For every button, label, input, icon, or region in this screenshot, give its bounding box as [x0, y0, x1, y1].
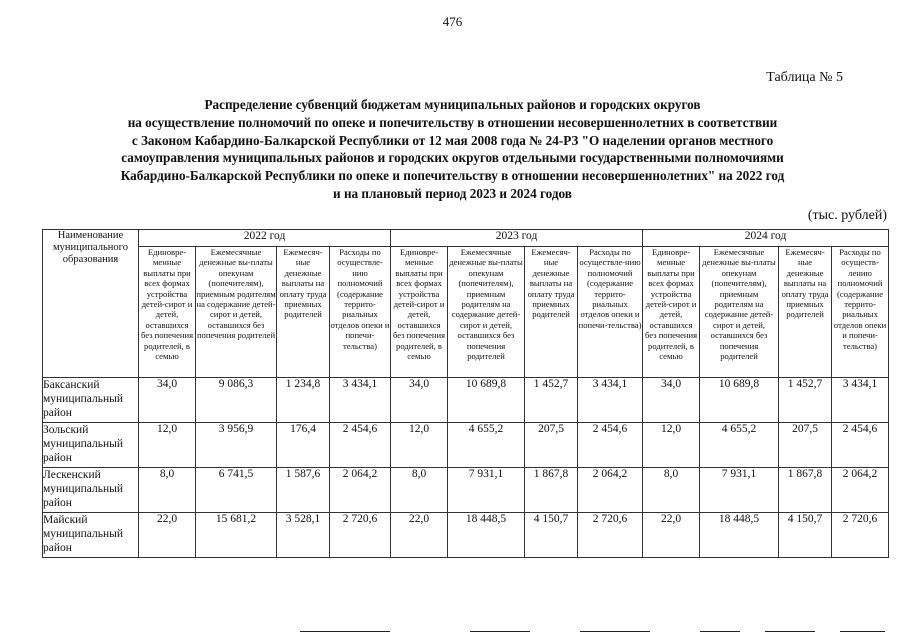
units-label: (тыс. рублей) — [807, 208, 887, 223]
footer-rule — [840, 631, 885, 632]
column-header-admin-costs-2022: Расходы по осуществле-нию полномочий (содержание террито-риальных отделов опеки и попечи-тельства) — [330, 247, 391, 378]
year-header-2022: 2022 год — [139, 230, 391, 247]
sub-header-row — [43, 247, 889, 378]
table-cell: 2 720,6 — [330, 513, 391, 558]
column-header-guardian-payments-2024: Ежемесячные денежные вы-платы опекунам (попечителям), приемным родителям на содержание детей-сирот и детей, оставшихся без попечения родителей — [700, 247, 779, 378]
year-header-2023: 2023 год — [391, 230, 643, 247]
column-header-lump-sum-2024: Единовре-менные выплаты при всех формах устройства детей-сирот и детей, оставшихся без попечения родителей, в семью — [643, 247, 700, 378]
year-header-2024: 2024 год — [643, 230, 889, 247]
column-header-lump-sum-2023: Единовре-менные выплаты при всех формах устройства детей-сирот и детей, оставшихся без попечения родителей, в семью — [391, 247, 448, 378]
table-cell: 4 150,7 — [525, 513, 578, 558]
table-row — [43, 468, 889, 513]
table-cell: 34,0 — [139, 378, 196, 423]
table-cell: 207,5 — [525, 423, 578, 468]
table-row — [43, 378, 889, 423]
year-header-row — [43, 230, 889, 247]
title-line: Распределение субвенций бюджетам муниципальных районов и городских округов — [204, 97, 701, 112]
table-cell: 12,0 — [643, 423, 700, 468]
table-cell: 22,0 — [391, 513, 448, 558]
table-cell: 9 086,3 — [196, 378, 277, 423]
table-cell: 2 064,2 — [832, 468, 889, 513]
title-line: с Законом Кабардино-Балкарской Республики от 12 мая 2008 года № 24-РЗ "О наделении органов местного — [131, 132, 774, 148]
table-cell: 4 655,2 — [700, 423, 779, 468]
table-cell: 1 234,8 — [277, 378, 330, 423]
table-cell: 15 681,2 — [196, 513, 277, 558]
table-cell: 22,0 — [139, 513, 196, 558]
table-cell: 12,0 — [391, 423, 448, 468]
document-title — [40, 96, 865, 203]
table-cell: 7 931,1 — [700, 468, 779, 513]
table-cell: 176,4 — [277, 423, 330, 468]
title-line: Кабардино-Балкарской Республики по опеке и попечительству в отношении несовершеннолетних" на 2022 год — [120, 168, 785, 184]
title-line: и на плановый период 2023 и 2024 годов — [333, 185, 572, 201]
table-cell: 2 064,2 — [578, 468, 643, 513]
table-cell: 2 720,6 — [832, 513, 889, 558]
footer-rule — [700, 631, 740, 632]
table-cell: 10 689,8 — [700, 378, 779, 423]
table-cell: 3 956,9 — [196, 423, 277, 468]
column-header-guardian-payments-2023: Ежемесячные денежные вы-платы опекунам (попечителям), приемным родителям на содержание детей-сирот и детей, оставшихся без попечения родителей — [448, 247, 525, 378]
table-cell: 18 448,5 — [700, 513, 779, 558]
footer-rule — [580, 631, 650, 632]
footer-rule — [765, 631, 815, 632]
table-cell: 2 454,6 — [578, 423, 643, 468]
footer-rule — [470, 631, 530, 632]
table-cell: 8,0 — [643, 468, 700, 513]
table-cell: 3 528,1 — [277, 513, 330, 558]
column-header-guardian-payments-2022: Ежемесячные денежные вы-платы опекунам (попечителям), приемным родителям на содержание детей-сирот и детей, оставшихся без попечения родителей — [196, 247, 277, 378]
table-cell: 2 720,6 — [578, 513, 643, 558]
table-cell: 34,0 — [643, 378, 700, 423]
column-header-admin-costs-2024: Расходы по осуществ-лению полномочий (содержание террито-риальных отделов опеки и попечи-тельства) — [832, 247, 889, 378]
table-cell: 4 655,2 — [448, 423, 525, 468]
title-line: на осуществление полномочий по опеке и попечительству в отношении несовершеннолетних в соответствии — [127, 114, 778, 130]
column-header-foster-wages-2022: Ежемесяч-ные денежные выплаты на оплату труда приемных родителей — [277, 247, 330, 378]
table-cell: 1 452,7 — [525, 378, 578, 423]
table-cell: 2 454,6 — [832, 423, 889, 468]
table-cell: 1 587,6 — [277, 468, 330, 513]
column-header-lump-sum-2022: Единовре-менные выплаты при всех формах устройства детей-сирот и детей, оставшихся без попечения родителей, в семью — [139, 247, 196, 378]
table-cell: 3 434,1 — [330, 378, 391, 423]
table-label: Таблица № 5 — [766, 70, 843, 85]
subsidy-table — [42, 229, 889, 558]
table-cell: 7 931,1 — [448, 468, 525, 513]
column-header-foster-wages-2024: Ежемесяч-ные денежные выплаты на оплату труда приемных родителей — [779, 247, 832, 378]
title-line: самоуправления муниципальных районов и городских округов отдельными государственными полномочиями — [121, 150, 784, 166]
table-row — [43, 423, 889, 468]
table-cell: 1 867,8 — [525, 468, 578, 513]
footer-rule — [300, 631, 390, 632]
table-cell: 3 434,1 — [832, 378, 889, 423]
column-header-name: Наименование муниципального образования — [43, 230, 139, 378]
table-cell: 34,0 — [391, 378, 448, 423]
table-cell: 4 150,7 — [779, 513, 832, 558]
table-cell: 8,0 — [391, 468, 448, 513]
table-cell: 2 454,6 — [330, 423, 391, 468]
table-cell: 8,0 — [139, 468, 196, 513]
table-cell: 1 867,8 — [779, 468, 832, 513]
table-cell: 18 448,5 — [448, 513, 525, 558]
column-header-foster-wages-2023: Ежемесяч-ные денежные выплаты на оплату труда приемных родителей — [525, 247, 578, 378]
table-cell: 1 452,7 — [779, 378, 832, 423]
row-name: Лескенский муниципальный район — [43, 468, 139, 513]
row-name: Зольский муниципальный район — [43, 423, 139, 468]
table-cell: 22,0 — [643, 513, 700, 558]
table-row — [43, 513, 889, 558]
table-cell: 12,0 — [139, 423, 196, 468]
row-name: Баксанский муниципальный район — [43, 378, 139, 423]
row-name: Майский муниципальный район — [43, 513, 139, 558]
table-cell: 3 434,1 — [578, 378, 643, 423]
page-number: 476 — [442, 14, 463, 29]
table-cell: 207,5 — [779, 423, 832, 468]
table-cell: 10 689,8 — [448, 378, 525, 423]
column-header-admin-costs-2023: Расходы по осуществле-нию полномочий (содержание террито-риальных отделов опеки и попечи-тельства) — [578, 247, 643, 378]
table-cell: 6 741,5 — [196, 468, 277, 513]
table-cell: 2 064,2 — [330, 468, 391, 513]
